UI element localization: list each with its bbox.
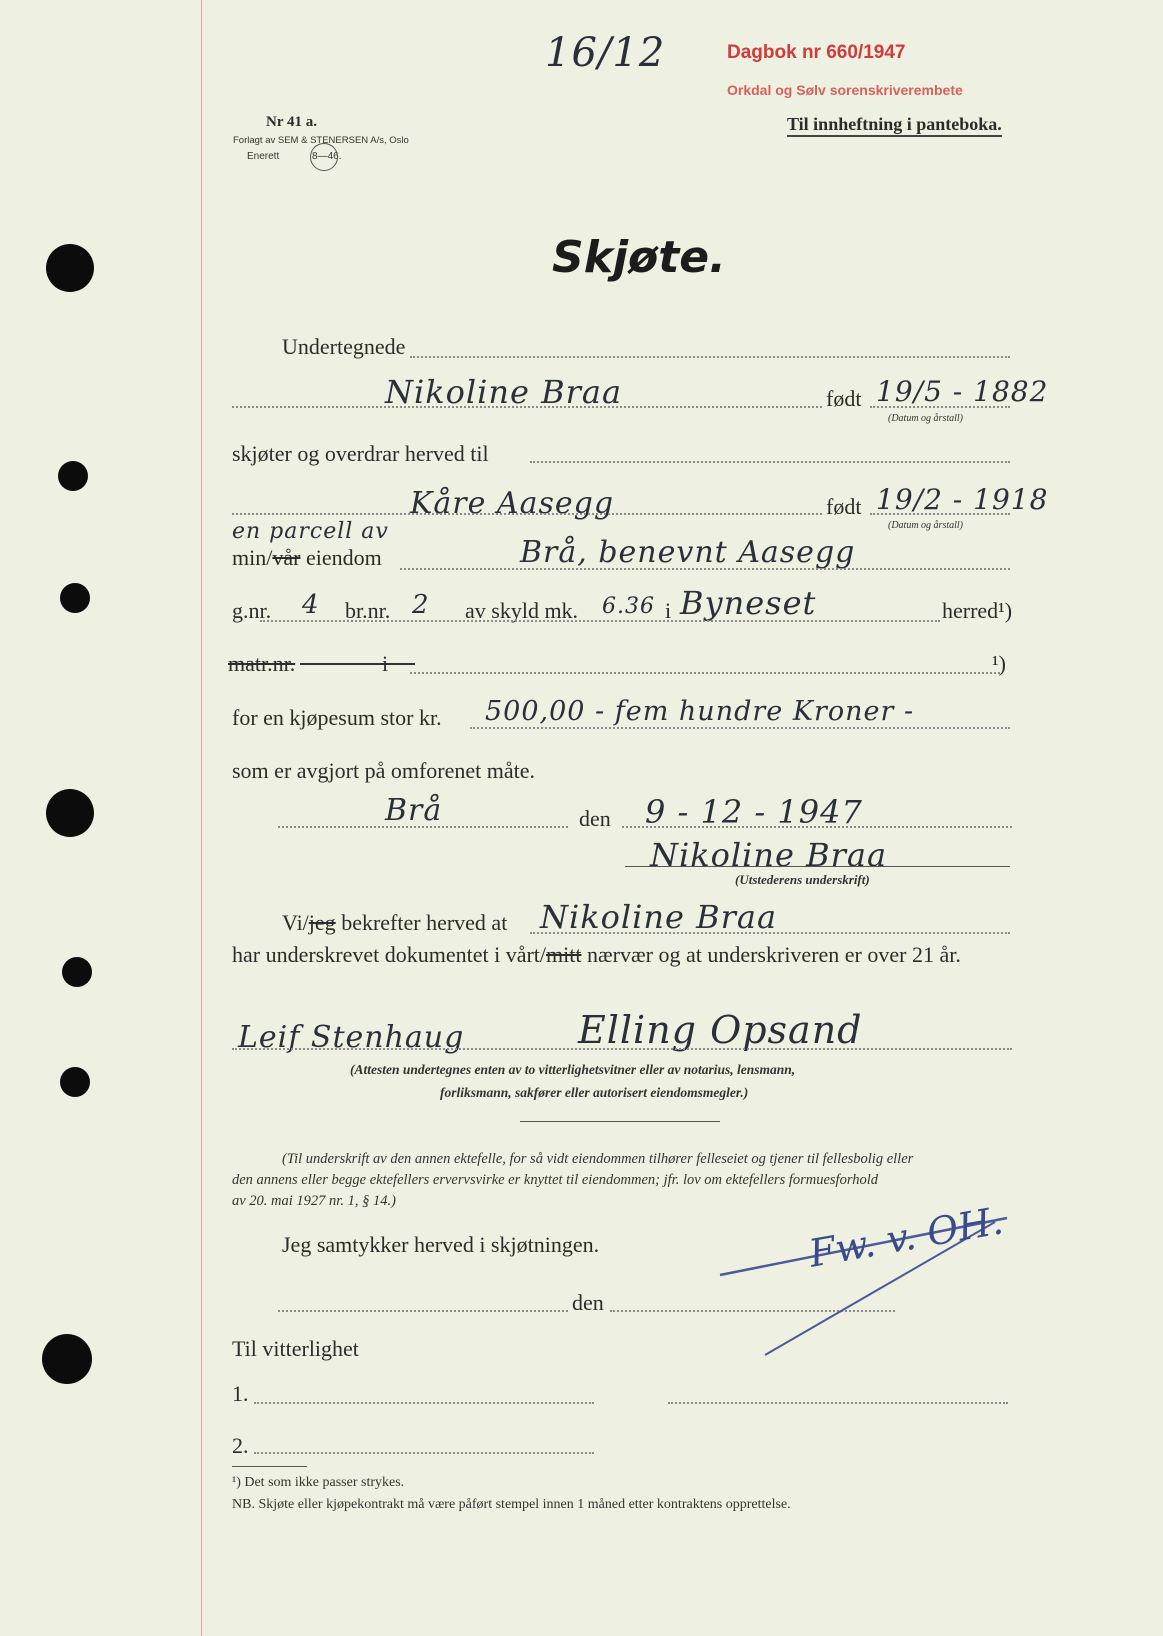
eiendom-struck: vår bbox=[272, 545, 301, 570]
property-name: Brå, benevnt Aasegg bbox=[520, 535, 856, 570]
witness-label: bekrefter herved at bbox=[341, 910, 508, 935]
witness-1-number: 1. bbox=[232, 1381, 249, 1406]
fodt-label: født bbox=[826, 386, 862, 411]
eiendom-prefix: min/ bbox=[232, 545, 273, 570]
dotted-line bbox=[254, 1402, 594, 1404]
place: Brå bbox=[385, 793, 443, 828]
dotted-line bbox=[232, 513, 822, 515]
seller-name: Nikoline Braa bbox=[385, 373, 623, 411]
punch-hole bbox=[46, 244, 94, 292]
i-label: i bbox=[665, 598, 672, 623]
avgjort-label: som er avgjort på omforenet måte. bbox=[232, 758, 536, 783]
spouse-den-label: den bbox=[572, 1290, 604, 1315]
dotted-line bbox=[668, 1402, 1008, 1404]
form-number: Nr 41 a. bbox=[266, 114, 317, 130]
matr-label: matr.nr. bbox=[228, 651, 296, 676]
punch-hole bbox=[62, 957, 92, 987]
punch-hole bbox=[60, 1067, 90, 1097]
undertegnede-label: Undertegnede bbox=[282, 334, 406, 359]
matr-strike-line bbox=[300, 663, 415, 665]
matr-end: ¹) bbox=[992, 651, 1006, 676]
footnote-1: ¹) Det som ikke passer strykes. bbox=[232, 1475, 405, 1490]
eiendom-label: eiendom bbox=[305, 545, 382, 570]
consent-label: Jeg samtykker herved i skjøtningen. bbox=[282, 1232, 600, 1257]
issuer-signature: Nikoline Braa bbox=[650, 836, 888, 874]
dotted-line bbox=[530, 461, 1010, 463]
witness-signature-1: Leif Stenhaug bbox=[238, 1020, 465, 1055]
punch-hole bbox=[42, 1334, 92, 1384]
dotted-line bbox=[232, 406, 822, 408]
document-date: 9 - 12 - 1947 bbox=[645, 793, 863, 831]
herred-label: herred¹) bbox=[942, 598, 1013, 623]
issuer-caption: (Utstederens underskrift) bbox=[735, 872, 870, 887]
den-label: den bbox=[579, 806, 611, 831]
initials: Fw. v. OH. bbox=[805, 1198, 1007, 1276]
spouse-note-3: av 20. mai 1927 nr. 1, § 14.) bbox=[232, 1193, 396, 1209]
witness-line-1 bbox=[282, 910, 507, 936]
binding-instruction: Til innheftning i panteboka. bbox=[787, 114, 1002, 137]
witness-line2-struck: mitt bbox=[546, 942, 582, 967]
dotted-line bbox=[254, 1452, 594, 1454]
dotted-line bbox=[278, 1310, 568, 1312]
buyer-birth: 19/2 - 1918 bbox=[876, 483, 1049, 516]
witness-signature-2: Elling Opsand bbox=[578, 1008, 863, 1052]
dotted-line bbox=[278, 826, 568, 828]
herred-value: Byneset bbox=[680, 584, 817, 622]
buyer-name: Kåre Aasegg bbox=[410, 486, 615, 521]
signature-line bbox=[625, 866, 1010, 867]
document-title: Skjøte. bbox=[552, 232, 726, 283]
witness-prefix: Vi/ bbox=[282, 910, 309, 935]
dotted-line bbox=[870, 513, 1010, 515]
parcel-note: en parcell av bbox=[232, 519, 389, 544]
brnr-label: br.nr. bbox=[345, 598, 391, 623]
attest-note-1: (Attesten undertegnes enten av to vitterlighetsvitner eller av notarius, lensmann, bbox=[350, 1062, 796, 1077]
publisher-date: Enerett 8—46. bbox=[247, 151, 342, 162]
seller-birth: 19/5 - 1882 bbox=[876, 375, 1049, 408]
transfer-label: skjøter og overdrar herved til bbox=[232, 441, 489, 466]
witness-prefix-struck: jeg bbox=[308, 910, 336, 935]
datum-caption: (Datum og årstall) bbox=[888, 413, 963, 424]
punch-hole bbox=[46, 789, 94, 837]
punch-hole bbox=[58, 461, 88, 491]
witnessed-name: Nikoline Braa bbox=[540, 898, 778, 936]
witness-line2-b: nærvær og at underskriveren er over 21 år. bbox=[586, 942, 961, 967]
footnote-2: NB. Skjøte eller kjøpekontrakt må være påført stempel innen 1 måned etter kontraktens opprettelse. bbox=[232, 1497, 791, 1512]
spouse-note-2: den annens eller begge ektefellers ervervsvirke er knyttet til eiendommen; jfr. lov om ektefellers formuesforhold bbox=[232, 1172, 878, 1188]
witnesses-label: Til vitterlighet bbox=[232, 1336, 359, 1361]
publisher-line: Forlagt av SEM & STENERSEN A/s, Oslo bbox=[233, 135, 409, 146]
court-stamp: Orkdal og Sølv sorenskriverembete bbox=[727, 82, 963, 98]
gnr-label: g.nr. bbox=[232, 598, 272, 623]
gnr-value: 4 bbox=[302, 590, 320, 620]
witness-line-2 bbox=[232, 942, 961, 968]
witness-2-number: 2. bbox=[232, 1433, 249, 1458]
brnr-value: 2 bbox=[412, 590, 430, 620]
fodt-label-2: født bbox=[826, 494, 862, 519]
price-value: 500,00 - fem hundre Kroner - bbox=[485, 696, 915, 727]
skyld-value: 6.36 bbox=[602, 594, 655, 619]
skyld-label: av skyld mk. bbox=[465, 598, 579, 623]
matr-i: i bbox=[382, 651, 389, 676]
dotted-line bbox=[260, 620, 940, 622]
dotted-line bbox=[530, 932, 1010, 934]
dotted-line bbox=[410, 356, 1010, 358]
section-divider bbox=[520, 1121, 720, 1122]
dotted-line bbox=[470, 727, 1010, 729]
dotted-line bbox=[870, 406, 1010, 408]
dotted-line bbox=[232, 1048, 1012, 1050]
handwritten-date: 16/12 bbox=[545, 30, 666, 76]
dotted-line bbox=[410, 672, 1000, 674]
dotted-line bbox=[622, 826, 1012, 828]
footnote-rule bbox=[232, 1466, 307, 1467]
publisher-logo-icon bbox=[310, 143, 338, 171]
price-label: for en kjøpesum stor kr. bbox=[232, 705, 442, 730]
punch-hole bbox=[60, 583, 90, 613]
spouse-note-1: (Til underskrift av den annen ektefelle, for så vidt eiendommen tilhører felleseiet og tjener til fellesbolig eller bbox=[282, 1151, 914, 1167]
datum-caption-2: (Datum og årstall) bbox=[888, 520, 963, 531]
attest-note-2: forliksmann, sakfører eller autorisert eiendomsmegler.) bbox=[440, 1085, 749, 1100]
witness-line2-a: har underskrevet dokumentet i vårt/ bbox=[232, 942, 547, 967]
margin-rule bbox=[201, 0, 202, 1636]
journal-stamp: Dagbok nr 660/1947 bbox=[727, 42, 906, 63]
eiendom-line bbox=[232, 545, 382, 571]
dotted-line bbox=[400, 568, 1010, 570]
